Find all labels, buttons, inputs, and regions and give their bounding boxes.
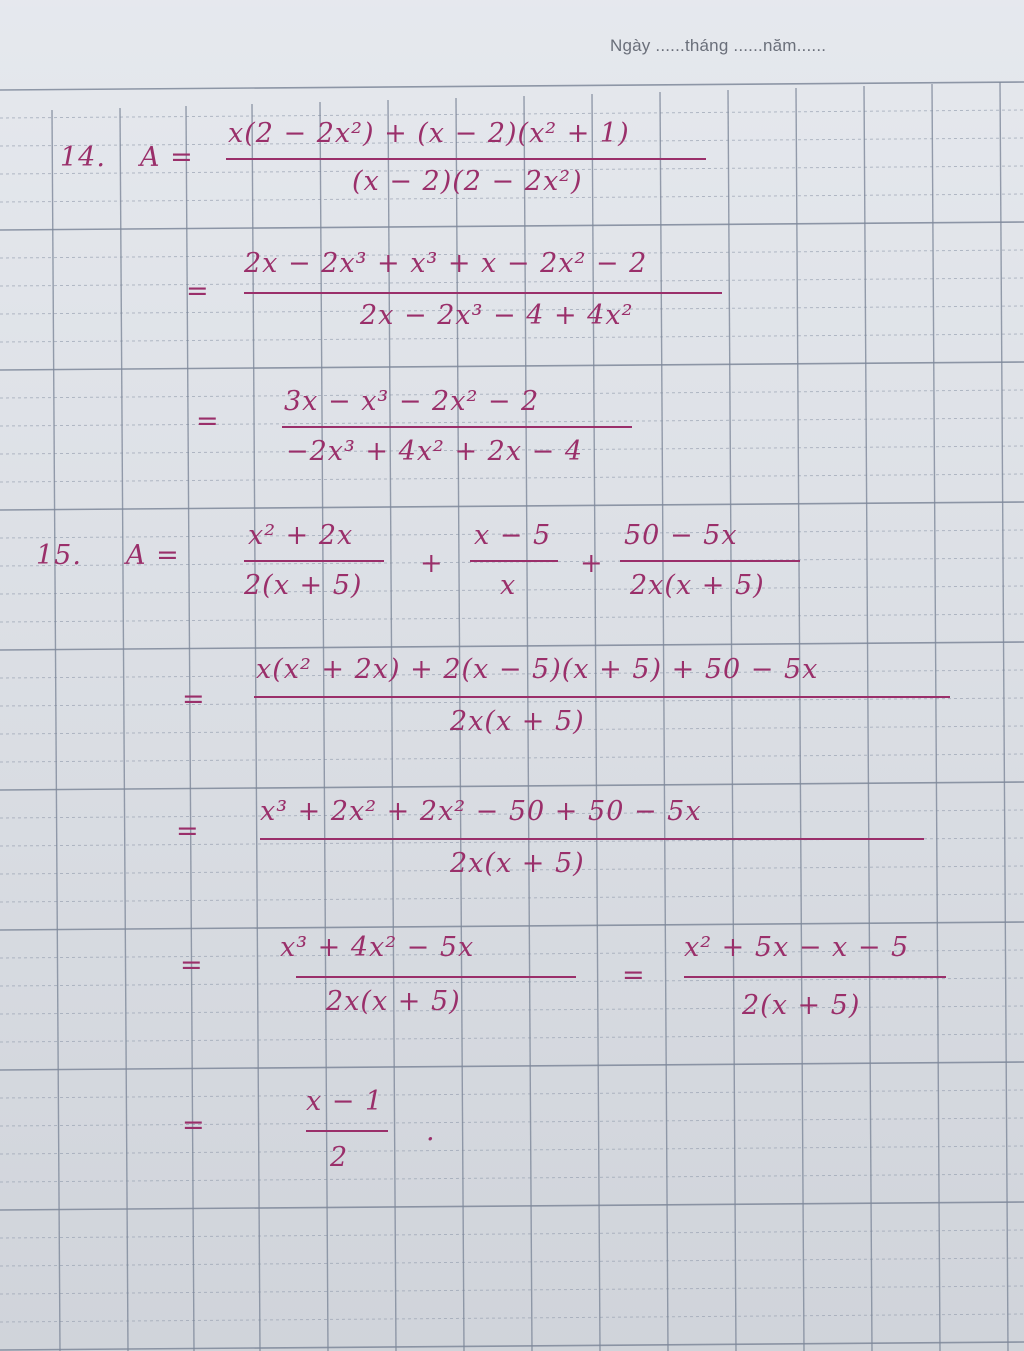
p14-line1-fraction-bar <box>226 158 706 160</box>
p15-line5-fraction-bar <box>306 1130 388 1132</box>
problem-15-label: 15. <box>36 540 82 571</box>
p14-line1-numerator: x(2 − 2x²) + (x − 2)(x² + 1) <box>228 118 630 149</box>
p14-line3-numerator: 3x − x³ − 2x² − 2 <box>284 386 540 417</box>
p15-line2-equals: = <box>182 684 206 715</box>
date-header: Ngày ......tháng ......năm...... <box>610 36 827 55</box>
p15-line4-denominator: 2x(x + 5) <box>326 986 461 1017</box>
p15-line2-fraction-bar <box>254 696 950 698</box>
p15-plus-1: + <box>420 548 444 579</box>
p15-line4-numerator-2: x² + 5x − x − 5 <box>684 932 910 963</box>
p15-line3-denominator: 2x(x + 5) <box>450 848 585 879</box>
problem-14-label: 14. <box>60 142 106 173</box>
p15-line3-equals: = <box>176 816 200 847</box>
p15-line5-equals: = <box>182 1110 206 1141</box>
p14-line2-numerator: 2x − 2x³ + x³ + x − 2x² − 2 <box>244 248 648 279</box>
p14-line2-denominator: 2x − 2x³ − 4 + 4x² <box>360 300 634 331</box>
p15-term3-numerator: 50 − 5x <box>624 520 738 551</box>
p14-line3-denominator: −2x³ + 4x² + 2x − 4 <box>286 436 584 467</box>
p15-term2-fraction-bar <box>470 560 558 562</box>
p15-line4-denominator-2: 2(x + 5) <box>742 990 861 1021</box>
p14-line3-fraction-bar <box>282 426 632 428</box>
p15-line3-fraction-bar <box>260 838 924 840</box>
p15-term1-denominator: 2(x + 5) <box>244 570 363 601</box>
p15-line4-equals: = <box>180 950 204 981</box>
p15-line3-numerator: x³ + 2x² + 2x² − 50 + 50 − 5x <box>260 796 702 827</box>
p15-term3-denominator: 2x(x + 5) <box>630 570 765 601</box>
p15-line4-fraction-bar-2 <box>684 976 946 978</box>
p14-line2-fraction-bar <box>244 292 722 294</box>
p15-term1-fraction-bar <box>244 560 384 562</box>
p14-line3-equals: = <box>196 406 220 437</box>
p15-term3-fraction-bar <box>620 560 800 562</box>
p15-line4-fraction-bar <box>296 976 576 978</box>
p15-term2-numerator: x − 5 <box>474 520 552 551</box>
p15-line5-denominator: 2 <box>330 1142 349 1173</box>
problem-14-lhs: A = <box>140 142 194 173</box>
p15-line5-numerator: x − 1 <box>306 1086 384 1117</box>
p15-line4-numerator: x³ + 4x² − 5x <box>280 932 475 963</box>
p14-line2-equals: = <box>186 276 210 307</box>
p14-line1-denominator: (x − 2)(2 − 2x²) <box>352 166 583 197</box>
p15-term2-denominator: x <box>500 570 517 601</box>
p15-plus-2: + <box>580 548 604 579</box>
p15-line2-numerator: x(x² + 2x) + 2(x − 5)(x + 5) + 50 − 5x <box>256 654 819 685</box>
p15-line5-period: . <box>426 1116 436 1147</box>
p15-term1-numerator: x² + 2x <box>248 520 354 551</box>
p15-line4-equals-2: = <box>622 960 646 991</box>
p15-line2-denominator: 2x(x + 5) <box>450 706 585 737</box>
problem-15-lhs: A = <box>126 540 180 571</box>
